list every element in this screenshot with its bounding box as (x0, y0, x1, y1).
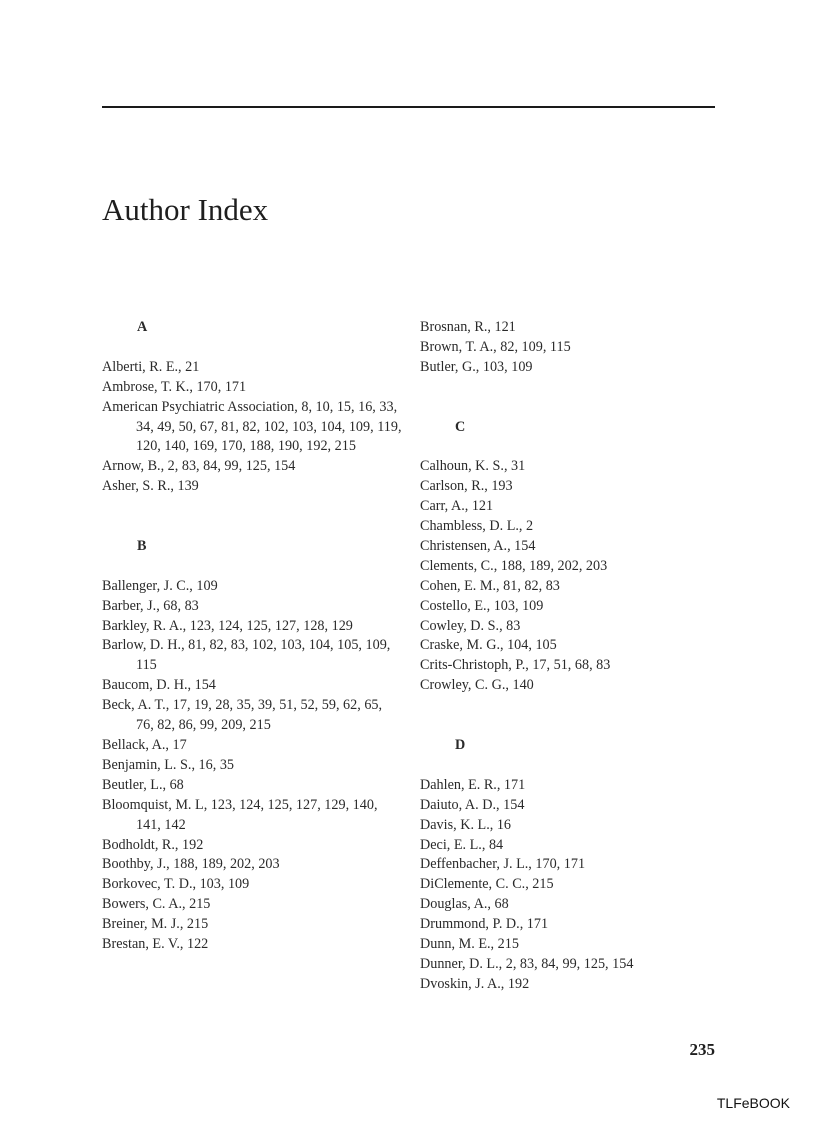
index-entry: Davis, K. L., 16 (420, 816, 512, 833)
index-entry: Barkley, R. A., 123, 124, 125, 127, 128, 129 (102, 617, 353, 634)
index-entry: Benjamin, L. S., 16, 35 (102, 756, 235, 773)
index-entry: Brestan, E. V., 122 (102, 936, 209, 953)
index-entry: DiClemente, C. C., 215 (420, 876, 554, 893)
index-entry: Clements, C., 188, 189, 202, 203 (420, 557, 608, 574)
index-entry: Crits-Christoph, P., 17, 51, 68, 83 (420, 657, 611, 674)
index-entry: Ambrose, T. K., 170, 171 (102, 378, 247, 395)
index-entry: Deffenbacher, J. L., 170, 171 (420, 856, 586, 873)
page-number: 235 (689, 1040, 715, 1059)
index-entry: Borkovec, T. D., 103, 109 (102, 876, 250, 893)
index-entry: Douglas, A., 68 (420, 896, 509, 913)
index-entry: Butler, G., 103, 109 (420, 358, 533, 375)
header-rule (102, 106, 715, 108)
index-entry: Bellack, A., 17 (102, 736, 187, 753)
index-entry: Christensen, A., 154 (420, 537, 536, 554)
index-entry: American Psychiatric Association, 8, 10, 15, 16, 33, 34, 49, 50, 67, 81, 82, 102, 103, 104, 109, 119, 120, 140, 169, 170, 188, 190, 192, 215 (102, 398, 402, 455)
index-entry: Baucom, D. H., 154 (102, 677, 216, 694)
index-entry: Bowers, C. A., 215 (102, 896, 211, 913)
index-entry: Alberti, R. E., 21 (102, 358, 200, 375)
index-entry: Calhoun, K. S., 31 (420, 458, 526, 475)
index-entry: Costello, E., 103, 109 (420, 597, 544, 614)
index-entry: Bloomquist, M. L, 123, 124, 125, 127, 129, 140, 141, 142 (102, 796, 378, 833)
index-entry: Boothby, J., 188, 189, 202, 203 (102, 856, 280, 873)
index-entry: Barber, J., 68, 83 (102, 597, 199, 614)
index-entry: Ballenger, J. C., 109 (102, 577, 218, 594)
index-entry: Deci, E. L., 84 (420, 836, 504, 853)
index-entry: Carr, A., 121 (420, 498, 494, 515)
index-column-left (102, 318, 402, 955)
index-entry: Cohen, E. M., 81, 82, 83 (420, 577, 560, 594)
index-entry: Dvoskin, J. A., 192 (420, 975, 530, 992)
index-entry: Beck, A. T., 17, 19, 28, 35, 39, 51, 52, 59, 62, 65, 76, 82, 86, 99, 209, 215 (102, 697, 383, 734)
index-entry: Drummond, P. D., 171 (420, 916, 549, 933)
section-letter-b: B (137, 537, 147, 554)
index-entry: Barlow, D. H., 81, 82, 83, 102, 103, 104, 105, 109, 115 (102, 637, 391, 674)
section-letter-d: D (455, 736, 466, 753)
index-entry: Daiuto, A. D., 154 (420, 796, 525, 813)
index-column-right (420, 318, 720, 995)
index-entry: Arnow, B., 2, 83, 84, 99, 125, 154 (102, 458, 296, 475)
section-letter-c: C (455, 418, 466, 435)
index-entry: Dahlen, E. R., 171 (420, 776, 526, 793)
index-entry: Chambless, D. L., 2 (420, 518, 534, 535)
index-entry: Dunn, M. E., 215 (420, 936, 519, 953)
index-entry: Brown, T. A., 82, 109, 115 (420, 338, 571, 355)
index-entry: Carlson, R., 193 (420, 478, 513, 495)
section-letter-a: A (137, 319, 148, 335)
index-entry: Craske, M. G., 104, 105 (420, 637, 557, 654)
page-title: Author Index (102, 192, 269, 227)
index-entry: Cowley, D. S., 83 (420, 617, 521, 634)
index-entry: Beutler, L., 68 (102, 776, 184, 793)
index-entry: Asher, S. R., 139 (102, 478, 199, 495)
watermark-label: TLFeBOOK (716, 1095, 790, 1111)
index-entry: Bodholdt, R., 192 (102, 836, 204, 853)
index-entry: Dunner, D. L., 2, 83, 84, 99, 125, 154 (420, 955, 634, 972)
index-entry: Breiner, M. J., 215 (102, 916, 209, 933)
index-entry: Brosnan, R., 121 (420, 319, 516, 335)
index-entry: Crowley, C. G., 140 (420, 677, 534, 694)
